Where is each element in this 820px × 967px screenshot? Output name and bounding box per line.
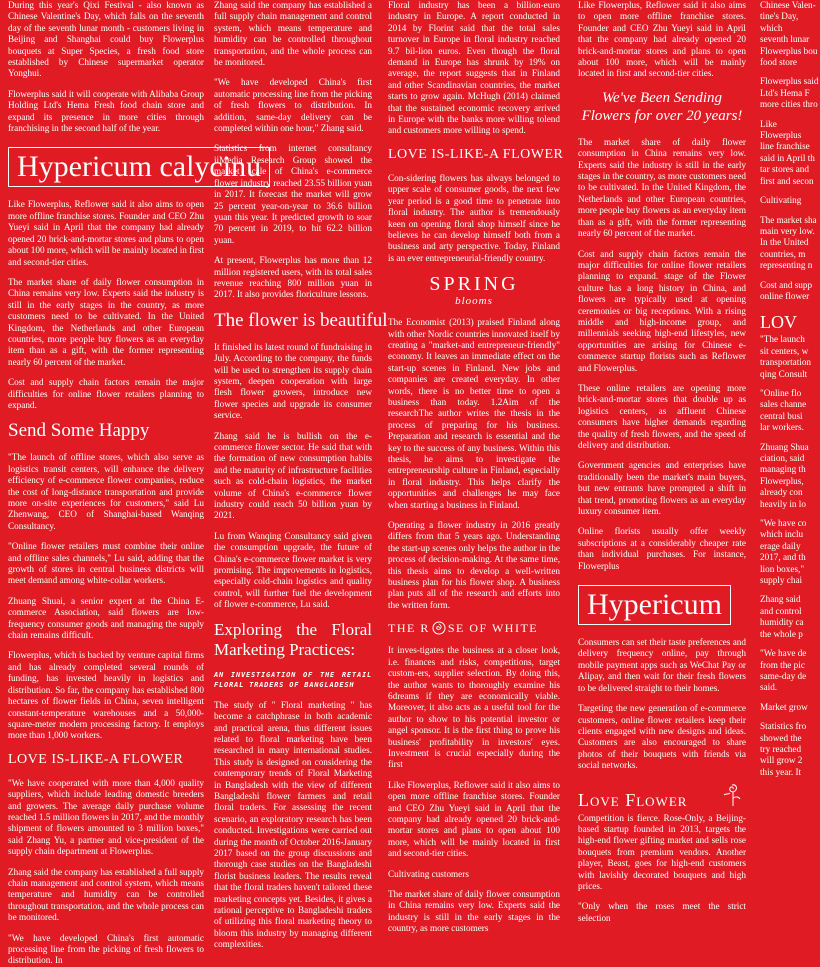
col5-line: more cities thro — [760, 99, 818, 110]
col4-paragraph: Competition is fierce. Rose-Only, a Beijing-based startup founded in 2013, targets the high-end flower gifting market and sells rose bouquets from premium vendors. Another player, Beast, goes for high-end customers with lavishly decorated bouquets and high prices. — [578, 812, 746, 891]
col4-paragraph: Consumers can set their taste preferences and delivery frequency online, pay through mobile payment apps such as WeChat Pay or Alipay, and then wait for their fresh flowers to be delivered straight to their homes. — [578, 637, 746, 693]
col1-paragraph: The market share of daily flower consumption in China remains very low. Experts said the industry is still in the early stages in the country, as more customers need to be cultivated. In the United Kingdom, the Netherlands and other European countries, more people buy flowers as an everyday item than as a gift, with the former representing nearly 60 percent of the market. — [8, 276, 204, 367]
col5-line: main very low. — [760, 225, 815, 236]
col4-paragraph: Government agencies and enterprises have traditionally been the market's main buyers, but new entrants have prompted a shift in that trend, promoting flowers as an everyday luxury consumer item. — [578, 460, 746, 517]
col5-line: line franchise — [760, 141, 810, 152]
love-is-like-a-flower-heading: LOVE IS-LIKE-A FLOWER — [8, 751, 184, 767]
col5-line: ciation, said — [760, 453, 805, 463]
col5-line: central busi — [760, 410, 803, 421]
col1-paragraph: During this year's Qixi Festival - also known as Chinese Valentine's Day, which falls on the seventh day of the seventh lunar month - customers living in Beijing and Shanghai could buy Flowerplus bouquets at Super Species, a fresh food store established by Chinese supermarket operator Yonghui. — [8, 0, 204, 79]
col4-paragraph: "Only when the roses meet the strict selection — [578, 901, 746, 923]
col5-line: "Online flo — [760, 387, 802, 398]
sending-line-1: We've Been Sending — [601, 89, 723, 106]
col5-line: seventh lunar — [760, 34, 810, 45]
rose-heading-right: SE OF WHITE — [447, 620, 539, 635]
col1-paragraph: "We have developed China's first automatic processing line from the picking of fresh flowers to distribution. In — [8, 932, 204, 966]
col5-line: countries, m — [760, 248, 806, 259]
col5-line: try reached — [760, 743, 802, 754]
col1-paragraph: Flowerplus, which is backed by venture capital firms and has already completed several rounds of funding, has invested heavily in logistics and distribution. So far, the company has established 800 hectares of flower fields in China, seven intelligent constant-temperature warehouses and a 50,000-square-meter modern processing factory. It employs more than 1,000 workers. — [8, 650, 204, 741]
col3-paragraph: Operating a flower industry in 2016 greatly differs from that 5 years ago. Understanding the start-up scenes only helps the author in the process of decision-making. At the same time, this thesis aims to develop a well-written business plan for his flower shop. A business plan puts all of the research and efforts into the written form. — [388, 520, 560, 610]
col3-paragraph: It inves-tigates the business at a closer look, i.e. finances and risks, competitions, target custom-ers, supplier selection. By doing this, the author wants to thoroughly examine his 6dreams if they are economically viable. Moreover, it also acts as a useful tool for the author to show to his potential investor or angel sponsor. It is the first thing to prove his business' profitability in investors' eyes. Investment is crucial especially during the first — [388, 645, 560, 770]
col5-line: sales channe — [760, 399, 807, 410]
col5-line: "The launch — [760, 334, 805, 345]
col5-line: first and secon — [760, 175, 814, 186]
col5-line: and control — [760, 605, 802, 616]
col5-line: lar workers. — [760, 422, 804, 433]
col3-paragraph: The market share of daily flower consumption in China remains very low. Experts said the industry is still in the early stages in the country, as more customers — [388, 889, 560, 934]
col2-paragraph: Statistics from internet consultancy iiMedia Research Group showed the market scale of China's e-commerce flower industry reached 23.55 billion yuan in 2017. It forecast the market will grow 25 percent year-on-year to 36.6 billion yuan this year. It predicted growth to soar 70 percent in 2019, to hit 62.2 billion yuan. — [214, 143, 372, 245]
col5-line: "We have co — [760, 518, 807, 529]
col5-line: which inclu — [760, 529, 804, 540]
col5-line: Market grow — [760, 701, 808, 712]
love-is-like-a-flower-heading: LOVE IS-LIKE-A FLOWER — [388, 146, 564, 162]
col5-line: humidity ca — [760, 617, 804, 628]
col2-paragraph: It finished its latest round of fundraising in July. According to the company, the funds will be used to strengthen its supply chain system, deepen cooperation with large flesh flower growers, introduce new flower species and upgrade its consumer service. — [214, 341, 372, 421]
col5-line: lion boxes," — [760, 563, 805, 574]
col5-line: The market sha — [760, 214, 817, 225]
col5-line: "We have de — [760, 648, 807, 659]
col5-line: Zhuang Shua — [760, 441, 809, 452]
col2-paragraph: At present, Flowerplus has more than 12 million registered users, with its total sales revenue reaching 800 million yuan in 2017. It also provides floriculture lessons. — [214, 255, 372, 300]
col5-line: tar stores and — [760, 164, 809, 175]
col1-paragraph: Cost and supply chain factors remain the major difficulties for online flower retailers planning to expand. — [8, 377, 204, 410]
col5-line: Like Flowerplus — [760, 118, 802, 141]
exploring-floral-heading: Exploring the Floral Marketing Practices: — [214, 619, 372, 659]
col5-line: already con — [760, 487, 803, 498]
column-1 — [8, 0, 262, 966]
col5-line: the whole p — [760, 628, 803, 639]
col5-line: tine's Day, which — [760, 11, 799, 33]
col3-paragraph: Con-sidering flowers has always belonged to upper scale of consumer goods, the next few year period is a good time to penetrate into floral industry. The author is tremendously keen on opening floral shop himself since he believes he can develop himself both from a business and arty perspective. Today, Finland is an ever entrepreneurial-friendly country. — [388, 172, 560, 263]
column-2 — [214, 0, 388, 950]
blooms-word: blooms — [455, 295, 493, 308]
col3-paragraph: Like Flowerplus, Reflower said it also aims to open more offline franchise stores. Founder and CEO Zhu Yueyi said in April that the company had already opened 20 brick-and-mortar stores and plans to open about 100 more, which will be mainly located in first and second-tier cities. — [388, 779, 560, 859]
col5-line: Statistics fro — [760, 721, 807, 732]
col5-line: food store — [760, 57, 797, 68]
bangladesh-subheading: AN INVESTIGATION OF THE RETAIL FLORAL TRADERS OF BANGLADESH — [214, 670, 372, 689]
col3-paragraph: Floral industry has been a billion-euro industry in Europe. A report conducted in 2014 by Florint said that the total sales turnover in Europe in floral industry reached 9.7 bil-lion euros. Even though the floral demand in Europe has shrunk by 19% on average, the report suggests that in Finland and other Scandinavian countries, the market starts to grow again. McHugh (2014) claimed that the sustained economic recovery arrived in Europe with the banks more willing tolend and customers more willing to spend. — [388, 0, 560, 136]
col5-line: Flowerplus said — [760, 76, 819, 87]
col4-paragraph: Cost and supply chain factors remain the major difficulties for online flower retailers planning to expand. stage of the Flower culture has a long history in China, and flowers are typically used at opening ceremonies or big receptions. With a rising middle and high-income group, and millennials seeking high-end lifestyles, new opportunities are arising for Chinese e-commerce startup florists such as Reflower and Flowerplus. — [578, 248, 746, 373]
col5-line: Ltd's Hema F — [760, 87, 810, 98]
col5-line: showed the — [760, 732, 802, 743]
col1-paragraph: Zhuang Shuai, a senior expert at the China E-commerce Association, said flowers are low-frequency consumer goods and managing the supply chain remains difficult. — [8, 595, 204, 641]
col2-paragraph: "We have developed China's first automatic processing line from the picking of fresh flowers to distribution. In addition, same-day delivery can be completed within one hour," Zhang said. — [214, 77, 372, 134]
col5-line: said in April th — [760, 152, 815, 163]
rose-heading-left: THE R — [388, 620, 430, 635]
col1-paragraph: Like Flowerplus, Reflower said it also aims to open more offline franchise stores. Founder and CEO Zhu Yueyi said in April that the company had already opened 20 brick-and-mortar stores and plans to open about 100 more, which will be mainly located in first and second-tier cities. — [8, 199, 204, 267]
col5-line: representing n — [760, 260, 813, 271]
col4-paragraph: Targeting the new generation of e-commerce customers, online flower retailers keep their clients engaged with new designs and ideas. Customers are also encouraged to share photos of their bouquets with friends via social networks. — [578, 703, 746, 771]
spring-blooms-logo — [388, 273, 560, 307]
column-3 — [388, 0, 564, 934]
col4-paragraph: These online retailers are opening more brick-and-mortar stores that double up as logistics centers, as affluent Chinese consumers have higher demands regarding the quality of fresh flowers, and the speed of delivery and distribution. — [578, 382, 746, 450]
col5-line: sit centers, w — [760, 345, 809, 356]
col5-line: transportation — [760, 357, 812, 368]
col3-paragraph: The Economist (2013) praised Finland along with other Nordic countries innovated itself by creating a "market-and entrepreneur-friendly" economy. It leaves an immediate effect on the start-up scenes in Finland. New jobs and companies are created everyday. In other words, there is no better time to open a business than today. 1.2Aim of the researchThe author writes the thesis in the process of preparing for his business. Preparation and research is essential and the key to the success of any business. Within this thesis, he aims to investigate the entrepreneurship culture in Finland, especially in floral industry. This helps clarify the opportunities and challenges he may face when starting a business in Finland. — [388, 317, 560, 510]
column-4 — [578, 0, 746, 923]
col5-line: In the United — [760, 237, 809, 248]
col5-line: managing th — [760, 464, 806, 475]
col4-paragraph: Like Flowerplus, Reflower said it also aims to open more offline franchise stores. Founder and CEO Zhu Yueyi said in April that the company had already opened 20 brick-and-mortar stores and plans to open about 100 more, which will be mainly located in first and second-tier cities. — [578, 0, 746, 79]
sending-flowers-heading — [578, 89, 746, 125]
rose-of-white-heading — [388, 621, 560, 635]
col5-line: heavily in lo — [760, 498, 806, 509]
col1-paragraph: "We have cooperated with more than 4,000 quality suppliers, which include leading domestic breeders and growers. The average daily purchase volume reached 1.5 million flowers in 2017, and the monthly shipment of flowers amounted to 3 million boxes," said Zhang Yu, a partner and vice-president of the supply chain department at Flowerplus. — [8, 777, 204, 857]
col5-line: Flowerplus, — [760, 475, 804, 486]
col5-line: will grow 2 — [760, 755, 803, 766]
col2-paragraph: Zhang said he is bullish on the e-commerce flower sector. He said that with the formation of new consumption habits and the maturity of infrastructure facilities such as cold-chain logistics, the market volume of China's e-commerce flower industry could reach 50 billion yuan by 2021. — [214, 430, 372, 521]
col2-paragraph: Zhang said the company has established a full supply chain management and control system, which means temperature and humidity can be controlled throughout transportation, and the whole process can be monitored. — [214, 0, 372, 68]
col1-paragraph: Zhang said the company has established a full supply chain management and control system, which means temperature and humidity can be controlled throughout transportation, and the whole process can be monitored. — [8, 866, 204, 923]
col5-line: qing Consult — [760, 368, 808, 379]
col5-line: Chinese Valen- — [760, 0, 816, 10]
hypericum-heading: Hypericum — [578, 585, 731, 625]
spring-word: SPRING — [429, 273, 519, 296]
col5-line: online flower — [760, 290, 810, 301]
sending-line-2: Flowers for over 20 years! — [581, 107, 743, 124]
col5-line: from the pic — [760, 659, 805, 670]
col5-line: Flowerplus bou — [760, 45, 818, 56]
col5-line: erage daily — [760, 540, 801, 551]
col4-paragraph: The market share of daily flower consumption in China remains very low. Experts said the industry is still in the early stages in the country, as more customers need to be cultivated. In the United Kingdom, the Netherlands and other European countries, more people buy flowers as an everyday item than as a gift, with the former representing nearly 60 percent of the market. — [578, 136, 746, 239]
col5-line: Zhang said — [760, 594, 801, 605]
send-some-happy-heading: Send Some Happy — [8, 420, 150, 442]
flower-is-beautiful-heading: The flower is beautiful — [214, 309, 388, 331]
col5-line: 2017, and th — [760, 552, 806, 563]
love-flower-text: Love Flower — [578, 790, 688, 811]
col1-paragraph: "The launch of offline stores, which also serve as logistics transit centers, will enhance the delivery efficiency of e-commerce flower companies, reduce the cost of long-distance transportation and provide more on-site experiences for customers," said Lu Zhenwang, CEO of Shanghai-based Wanqing Consultancy. — [8, 452, 204, 531]
column-5 — [760, 0, 820, 800]
love-flower-heading — [578, 781, 746, 811]
col5-line: said. — [760, 682, 778, 693]
col5-line: Cost and supp — [760, 279, 813, 290]
hypericum-heading: Hypericum calycinu — [8, 147, 270, 187]
col2-paragraph: The study of " Floral marketing " has become a catchphrase in both academic and practical arena, thus different issues related to floral marketing have been researched in many international studies. This study is designed on considering the contemporary trends of Floral Marketing in Bangladesh with the view of different Bangladeshi flower farmers and retail floral traders. For assessing the recent scenario, an exploratory research has been conducted. Investigations were carried out during the month of October 2016-January 2017 based on the group discussions and thorough case studies on the Bangladeshi florist business leaders. The results reveal that the floral traders haven't tailored these marketing concepts yet. Besides, it gives a rational perceptive to Bangladeshi traders of utilizing this floral marketing theory to bloom this industry by managing different complexities. — [214, 699, 372, 950]
rose-icon — [432, 621, 446, 635]
col1-paragraph: "Online flower retailers must combine their online and offline sales channels," Lu said, adding that the growth of stores in central business districts will meet demand among white-collar workers. — [8, 541, 204, 586]
col2-paragraph: Lu from Wanqing Consultancy said given the consumption upgrade, the future of China's e-commerce flower market is very promising. The improvements in logistics, especially cold-chain logistics and quality control, will further fuel the development of flower e-commerce, Lu said. — [214, 530, 372, 610]
col5-line: supply chai — [760, 575, 803, 586]
rose-icon — [718, 781, 746, 807]
col4-paragraph: Online florists usually offer weekly subscriptions at a considerably cheaper rate than individual purchases. For instance, Flowerplus — [578, 526, 746, 571]
col5-heading-fragment: LOV — [760, 312, 797, 333]
col3-paragraph: Cultivating customers — [388, 868, 469, 879]
col5-line: this year. It — [760, 766, 802, 777]
col5-line: same-day de — [760, 670, 807, 681]
col5-line: Cultivating — [760, 195, 802, 206]
col1-paragraph: Flowerplus said it will cooperate with Alibaba Group Holding Ltd's Hema Fresh food chain store and expand its presence in more cities through franchising in the second half of the year. — [8, 88, 204, 134]
